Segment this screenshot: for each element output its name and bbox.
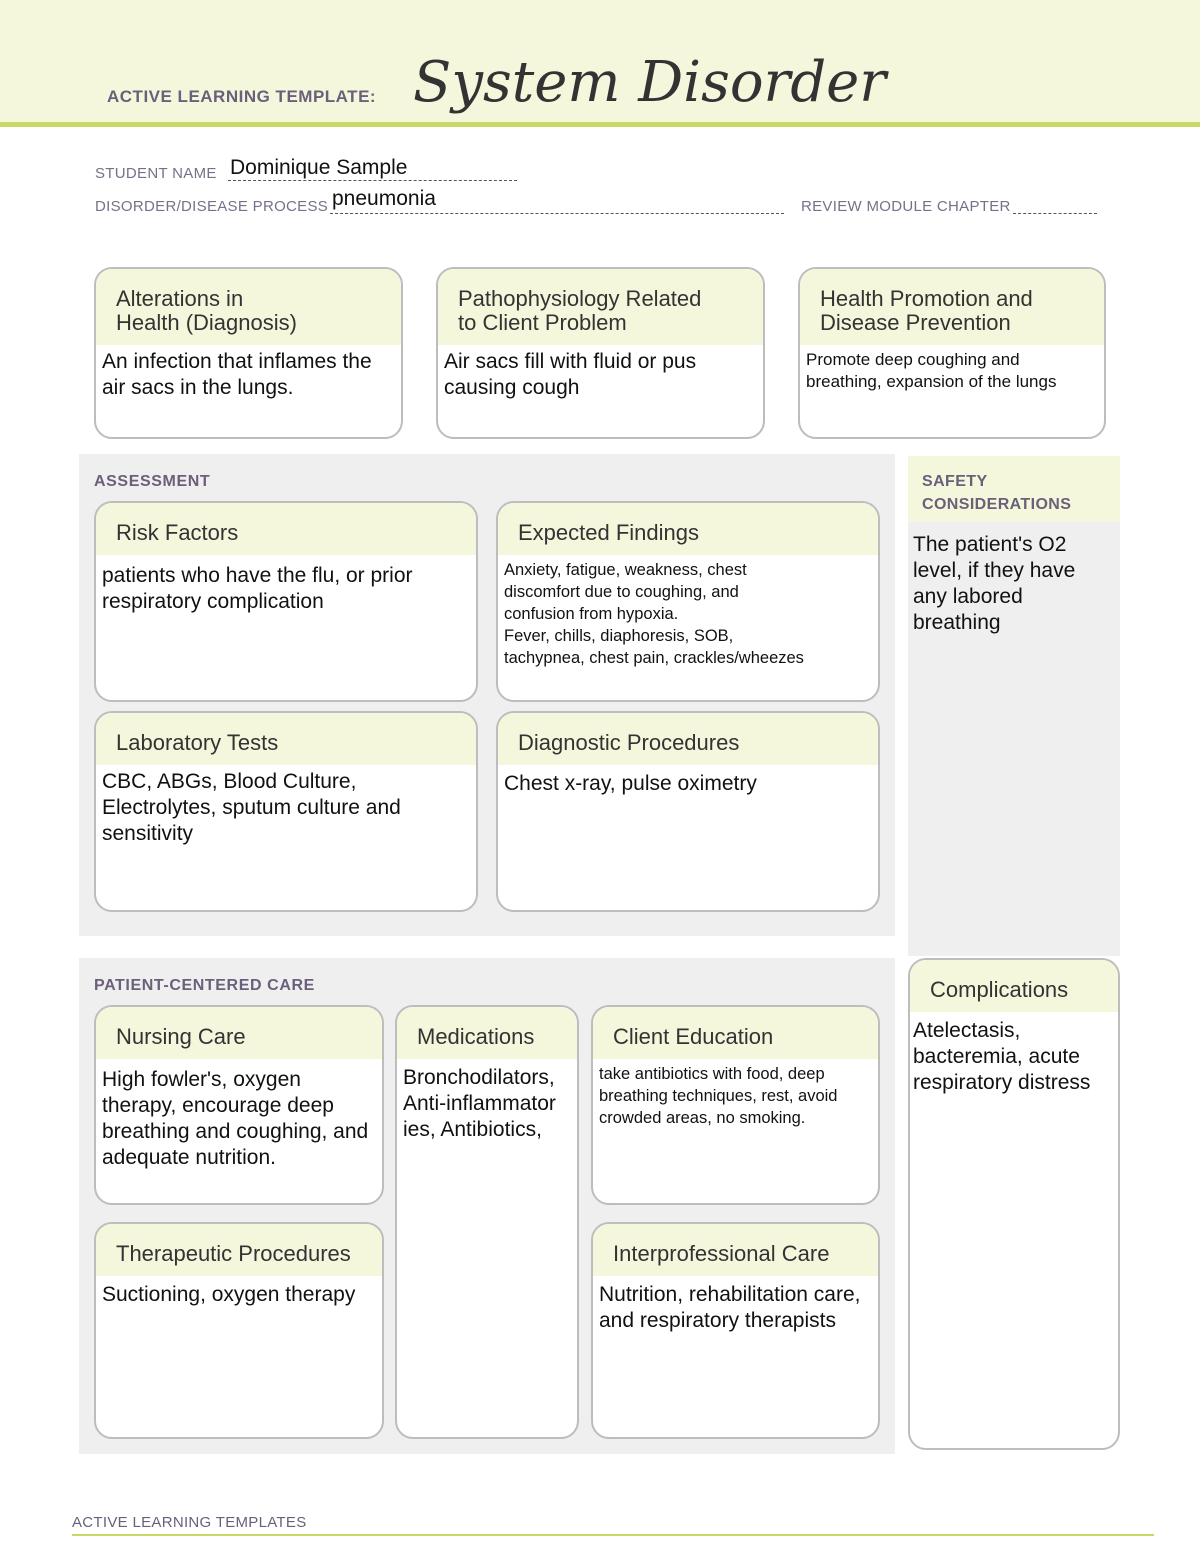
alterations-box[interactable] <box>94 267 403 439</box>
medications-title: Medications <box>397 1007 577 1059</box>
complications-title: Complications <box>910 960 1118 1012</box>
pathophysiology-body: Air sacs fill with fluid or pus causing cough <box>444 350 697 399</box>
expected-findings-line: Anxiety, fatigue, weakness, chest <box>504 561 747 579</box>
client-education-box[interactable] <box>591 1005 880 1205</box>
expected-findings-title: Expected Findings <box>498 503 878 555</box>
alterations-title-line2: Health (Diagnosis) <box>116 310 297 335</box>
therapeutic-procedures-box[interactable] <box>94 1222 384 1439</box>
safety-panel <box>908 456 1120 956</box>
client-education-body: take antibiotics with food, deep breathing techniques, rest, avoid crowded areas, no smoking. <box>599 1065 838 1127</box>
medications-box[interactable] <box>395 1005 579 1439</box>
patient-centered-care-label: PATIENT-CENTERED CARE <box>94 977 315 994</box>
medications-line: ies, Antibiotics, <box>403 1118 542 1141</box>
diagnostic-procedures-box[interactable] <box>496 711 880 912</box>
pathophysiology-title-line1: Pathophysiology Related <box>458 286 702 311</box>
safety-label-line1: SAFETY <box>922 473 988 490</box>
complications-box[interactable] <box>908 958 1120 1450</box>
nursing-care-box[interactable] <box>94 1005 384 1205</box>
medications-line: Bronchodilators, <box>403 1066 555 1089</box>
disorder-field[interactable]: pneumonia <box>332 187 436 210</box>
interprofessional-care-body: Nutrition, rehabilitation care, and respiratory therapists <box>599 1283 861 1332</box>
risk-factors-title: Risk Factors <box>96 503 476 555</box>
expected-findings-line: confusion from hypoxia. <box>504 605 679 623</box>
safety-body[interactable]: The patient's O2 level, if they have any labored breathing <box>913 533 1076 634</box>
student-name-line <box>228 180 517 181</box>
therapeutic-procedures-title: Therapeutic Procedures <box>96 1224 382 1276</box>
therapeutic-procedures-body: Suctioning, oxygen therapy <box>102 1283 356 1306</box>
student-name-label: STUDENT NAME <box>95 165 217 182</box>
laboratory-tests-box[interactable] <box>94 711 478 912</box>
safety-header <box>908 456 1120 522</box>
laboratory-tests-title: Laboratory Tests <box>96 713 476 765</box>
disorder-line <box>330 213 784 214</box>
health-promotion-header <box>800 269 1104 345</box>
health-promotion-title-line2: Disease Prevention <box>820 310 1011 335</box>
diagnostic-procedures-title: Diagnostic Procedures <box>498 713 878 765</box>
expected-findings-box[interactable] <box>496 501 880 702</box>
review-module-field[interactable] <box>1013 213 1097 214</box>
header-rule <box>0 122 1200 127</box>
pathophysiology-title-line2: to Client Problem <box>458 310 627 335</box>
expected-findings-body <box>498 555 878 669</box>
alterations-header <box>96 269 401 345</box>
health-promotion-title-line1: Health Promotion and <box>820 286 1033 311</box>
nursing-care-body: High fowler's, oxygen therapy, encourage deep breathing and coughing, and adequate nutrition. <box>102 1068 369 1169</box>
client-education-title: Client Education <box>593 1007 878 1059</box>
expected-findings-line: Fever, chills, diaphoresis, SOB, <box>504 627 734 645</box>
alterations-body: An infection that inflames the air sacs in the lungs. <box>102 350 372 399</box>
medications-line: Anti-inflammator <box>403 1092 556 1115</box>
footer-text: ACTIVE LEARNING TEMPLATES <box>72 1514 307 1531</box>
template-label: ACTIVE LEARNING TEMPLATE: <box>107 87 377 106</box>
expected-findings-line: tachypnea, chest pain, crackles/wheezes <box>504 649 804 667</box>
nursing-care-title: Nursing Care <box>96 1007 382 1059</box>
diagnostic-procedures-body: Chest x-ray, pulse oximetry <box>504 772 757 795</box>
health-promotion-body: Promote deep coughing and breathing, expansion of the lungs <box>806 350 1057 391</box>
safety-label-line2: CONSIDERATIONS <box>922 496 1072 513</box>
assessment-label: ASSESSMENT <box>94 473 211 490</box>
interprofessional-care-title: Interprofessional Care <box>593 1224 878 1276</box>
medications-body <box>397 1059 577 1143</box>
disorder-label: DISORDER/DISEASE PROCESS <box>95 198 329 215</box>
risk-factors-body: patients who have the flu, or prior respiratory complication <box>102 564 413 613</box>
complications-body: Atelectasis, bacteremia, acute respiratory distress <box>913 1019 1091 1094</box>
student-name-field[interactable]: Dominique Sample <box>230 156 408 179</box>
template-title: System Disorder <box>413 50 887 115</box>
interprofessional-care-box[interactable] <box>591 1222 880 1439</box>
expected-findings-line: discomfort due to coughing, and <box>504 583 739 601</box>
laboratory-tests-body: CBC, ABGs, Blood Culture, Electrolytes, sputum culture and sensitivity <box>102 770 401 845</box>
pathophysiology-header <box>438 269 763 345</box>
footer-rule <box>72 1534 1154 1536</box>
health-promotion-box[interactable] <box>798 267 1106 439</box>
alterations-title-line1: Alterations in <box>116 286 244 311</box>
risk-factors-box[interactable] <box>94 501 478 702</box>
review-module-label: REVIEW MODULE CHAPTER <box>801 198 1011 215</box>
pathophysiology-box[interactable] <box>436 267 765 439</box>
